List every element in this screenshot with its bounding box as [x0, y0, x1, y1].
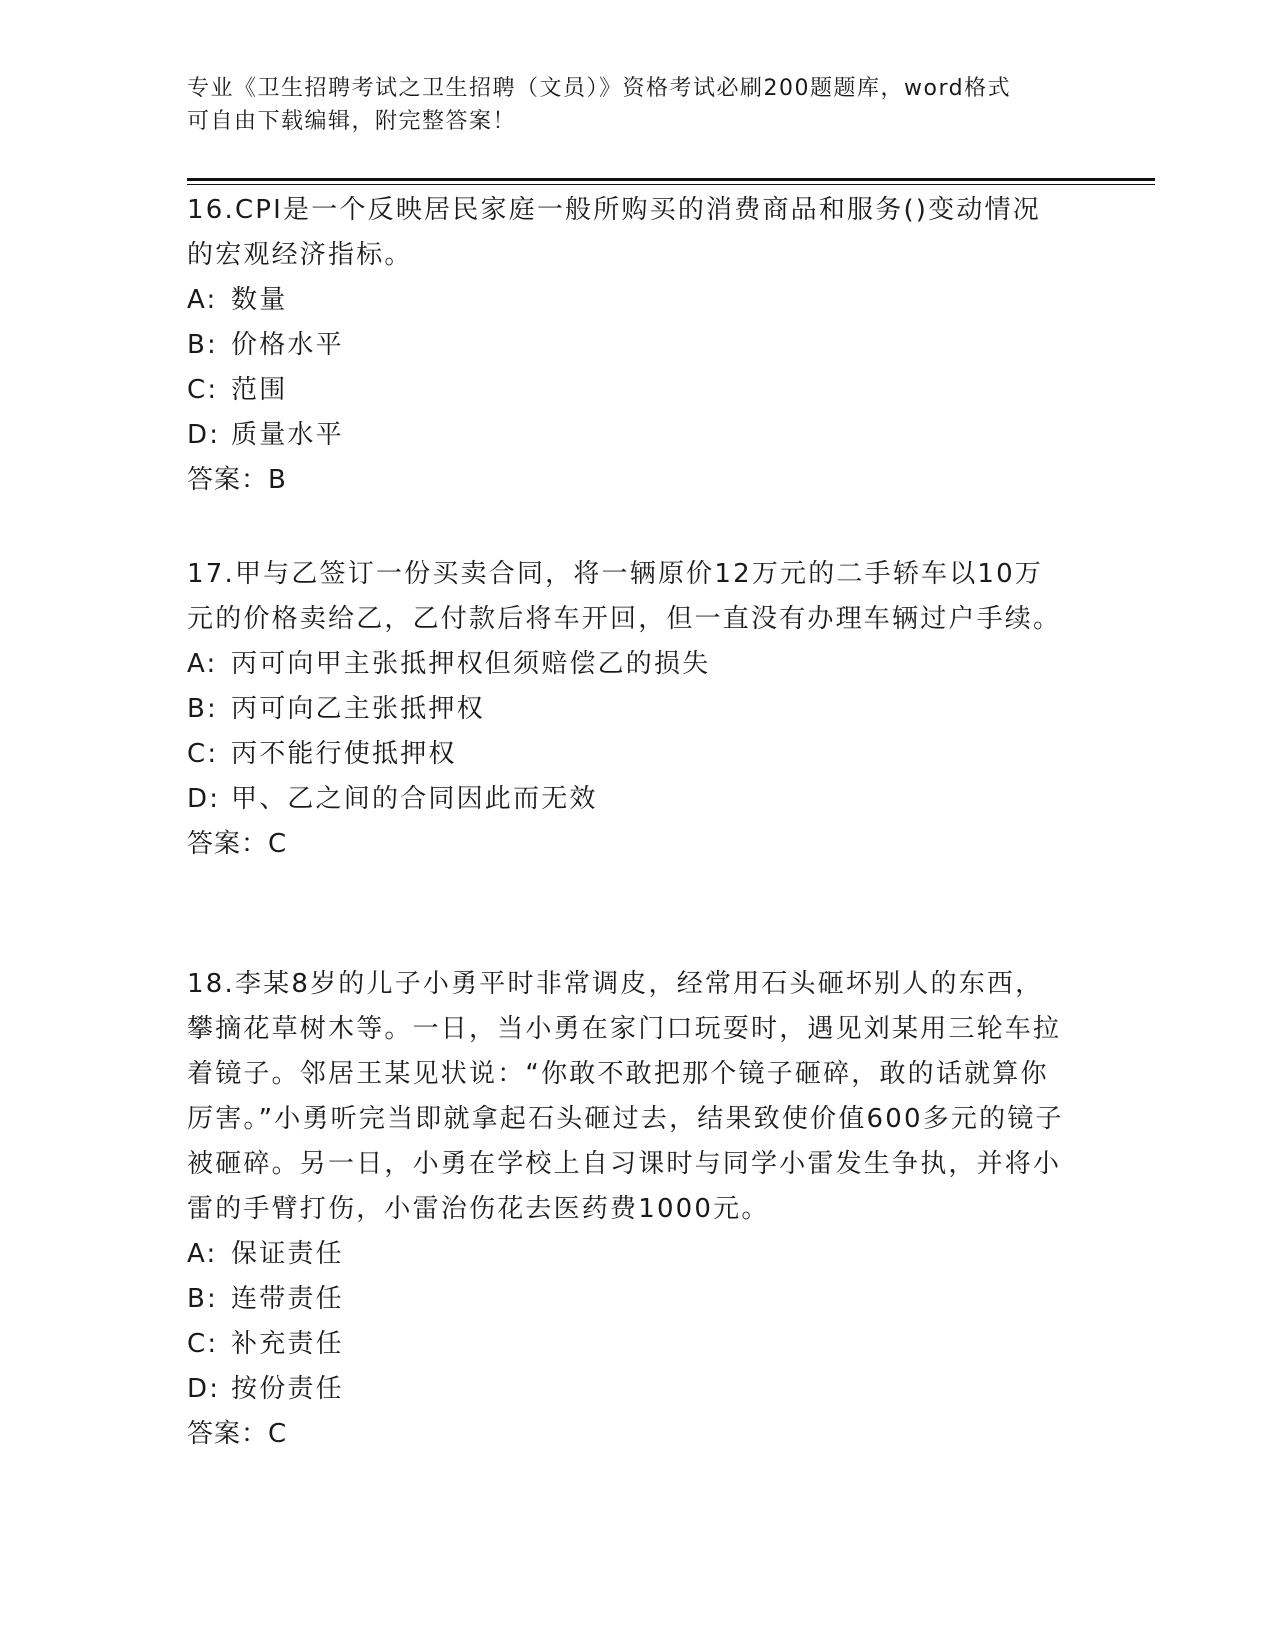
- option-text: 丙可向甲主张抵押权但须赔偿乙的损失: [231, 649, 711, 679]
- answer-line: 答案：C: [187, 1419, 288, 1449]
- option-letter: D:: [187, 420, 221, 450]
- option-a: [187, 1232, 1067, 1277]
- option-text: 质量水平: [231, 420, 344, 450]
- question-stem: 17.甲与乙签订一份买卖合同，将一辆原价12万元的二手轿车以10万元的价格卖给乙，乙付款后将车开回，但一直没有办理车辆过户手续。: [187, 559, 1062, 634]
- option-letter: B:: [187, 330, 218, 360]
- question-17: [187, 552, 1067, 867]
- option-letter: A:: [187, 1239, 218, 1269]
- option-letter: D:: [187, 1374, 221, 1404]
- option-letter: B:: [187, 694, 218, 724]
- option-c: [187, 732, 1067, 777]
- question-stem: 18.李某8岁的儿子小勇平时非常调皮，经常用石头砸坏别人的东西，攀摘花草树木等。一日，当小勇在家门口玩耍时，遇见刘某用三轮车拉着镜子。邻居王某见状说：“你敢不敢把那个镜子砸碎，敢的话就算你厉害。”小勇听完当即就拿起石头砸过去，结果致使价值600多元的镜子被砸碎。另一日，小勇在学校上自习课时与同学小雷发生争执，并将小雷的手臂打伤，小雷治伤花去医药费1000元。: [187, 969, 1064, 1224]
- option-a: [187, 278, 1067, 323]
- option-text: 价格水平: [231, 330, 344, 360]
- option-d: [187, 413, 1067, 458]
- option-list: [187, 642, 1067, 822]
- option-letter: B:: [187, 1284, 218, 1314]
- option-d: [187, 1367, 1067, 1412]
- option-text: 补充责任: [231, 1329, 344, 1359]
- option-letter: D:: [187, 784, 221, 814]
- option-b: [187, 1277, 1067, 1322]
- option-c: [187, 368, 1067, 413]
- option-b: [187, 323, 1067, 368]
- document-header: [187, 72, 1067, 138]
- header-rule-thin: [187, 184, 1155, 185]
- option-d: [187, 777, 1067, 822]
- option-text: 丙不能行使抵押权: [231, 739, 457, 769]
- question-16: [187, 188, 1067, 503]
- answer-line: 答案：B: [187, 465, 287, 495]
- option-text: 甲、乙之间的合同因此而无效: [231, 784, 598, 814]
- option-letter: C:: [187, 1329, 219, 1359]
- option-list: [187, 278, 1067, 458]
- option-b: [187, 687, 1067, 732]
- option-text: 丙可向乙主张抵押权: [231, 694, 485, 724]
- option-text: 范围: [231, 375, 288, 405]
- answer-line: 答案：C: [187, 829, 288, 859]
- option-list: [187, 1232, 1067, 1412]
- option-a: [187, 642, 1067, 687]
- option-letter: A:: [187, 285, 218, 315]
- question-stem: 16.CPI是一个反映居民家庭一般所购买的消费商品和服务()变动情况的宏观经济指标。: [187, 195, 1041, 270]
- option-c: [187, 1322, 1067, 1367]
- option-letter: A:: [187, 649, 218, 679]
- header-rule-thick: [187, 178, 1155, 181]
- question-18: [187, 962, 1067, 1457]
- option-letter: C:: [187, 739, 219, 769]
- option-text: 数量: [231, 285, 288, 315]
- option-text: 保证责任: [231, 1239, 344, 1269]
- header-line-1: 专业《卫生招聘考试之卫生招聘（文员）》资格考试必刷200题题库，word格式: [187, 76, 1012, 101]
- option-text: 连带责任: [231, 1284, 344, 1314]
- header-line-2: 可自由下载编辑，附完整答案！: [187, 109, 517, 134]
- option-letter: C:: [187, 375, 219, 405]
- option-text: 按份责任: [231, 1374, 344, 1404]
